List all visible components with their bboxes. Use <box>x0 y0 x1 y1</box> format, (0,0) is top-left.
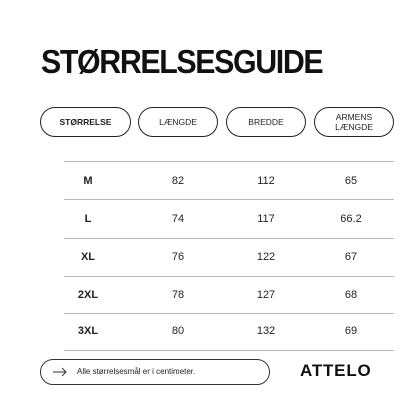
width-cell: 127 <box>256 289 276 301</box>
note-text: Alle størrelsesmål er i centimeter. <box>77 367 196 376</box>
length-cell: 80 <box>171 325 185 337</box>
brand-logo: ATTELO <box>300 361 372 380</box>
length-cell: 74 <box>171 213 185 225</box>
size-cell: XL <box>80 251 96 263</box>
column-header-label: ARMENS LÆNGDE <box>335 112 373 132</box>
size-cell: 2XL <box>77 289 99 301</box>
size-cell: M <box>83 175 93 187</box>
length-cell: 76 <box>171 251 185 263</box>
length-cell: 78 <box>171 289 185 301</box>
row-divider <box>64 238 394 239</box>
arrow-right-icon <box>52 366 68 378</box>
page-title: STØRRELSESGUIDE <box>41 43 323 80</box>
note-badge <box>40 359 270 385</box>
arm-length-cell: 69 <box>344 325 358 337</box>
column-header-label: LÆNGDE <box>159 117 197 127</box>
arm-length-cell: 65 <box>344 175 358 187</box>
arm-length-cell: 67 <box>344 251 358 263</box>
size-cell: L <box>84 213 92 225</box>
column-header-arm-length <box>314 107 394 137</box>
column-header-width <box>226 107 306 137</box>
size-cell: 3XL <box>77 325 99 337</box>
column-header-label: STØRRELSE <box>59 117 112 127</box>
arm-length-cell: 68 <box>344 289 358 301</box>
width-cell: 122 <box>256 251 276 263</box>
width-cell: 132 <box>256 325 276 337</box>
width-cell: 117 <box>257 213 275 225</box>
arm-length-cell: 66.2 <box>340 213 362 225</box>
length-cell: 82 <box>171 175 185 187</box>
column-header-label: BREDDE <box>248 117 284 127</box>
row-divider <box>64 313 394 314</box>
row-divider <box>64 276 394 277</box>
row-divider <box>64 161 394 162</box>
column-header-length <box>138 107 218 137</box>
row-divider <box>64 350 394 351</box>
column-header-size <box>40 107 131 137</box>
row-divider <box>64 199 394 200</box>
width-cell: 112 <box>257 175 275 187</box>
